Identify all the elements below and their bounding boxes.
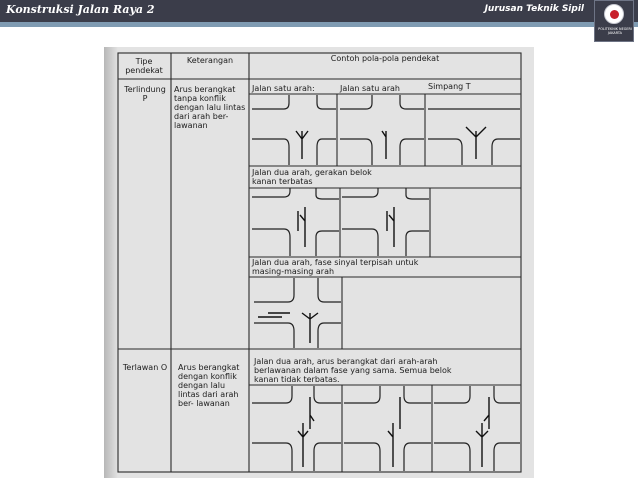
caption-group-2: Jalan dua arah, gerakan belok kanan terbatas [252,168,372,186]
intersection-diagrams [104,47,534,478]
row-type-terlawan: Terlawan O [122,363,168,372]
caption-group-4: Jalan dua arah, arus berangkat dari arah-arah berlawanan dalam fase yang sama. Semua belok kanan tidak terbatas. [254,357,452,384]
scanned-page [104,47,534,478]
logo-text: POLITEKNIK NEGERI JAKARTA [598,27,632,35]
institution-logo [594,0,634,42]
header-accent-bar [0,22,638,27]
department-title: Jurusan Teknik Sipil [484,4,584,14]
column-header-tipe: Tipe pendekat [125,57,163,75]
row-description-terlindung: Arus berangkat tanpa konflik dengan lalu lintas dari arah ber- lawanan [174,85,246,130]
caption-jalan-satu-arah-2: Jalan satu arah [340,84,400,93]
column-header-keterangan: Keterangan [186,56,234,65]
course-title: Konstruksi Jalan Raya 2 [6,3,155,16]
caption-simpang-t: Simpang T [428,82,471,91]
slide-header [0,0,638,22]
caption-jalan-satu-arah-1: Jalan satu arah: [252,84,315,93]
caption-group-3: Jalan dua arah, fase sinyal terpisah untuk masing-masing arah [252,258,419,276]
row-description-terlawan: Arus berangkat dengan konflik dengan lalu lintas dari arah ber- lawanan [178,363,240,408]
row-type-terlindung: Terlindung P [124,85,166,103]
column-header-contoh: Contoh pola-pola pendekat [330,54,440,63]
logo-emblem-icon [604,4,624,24]
